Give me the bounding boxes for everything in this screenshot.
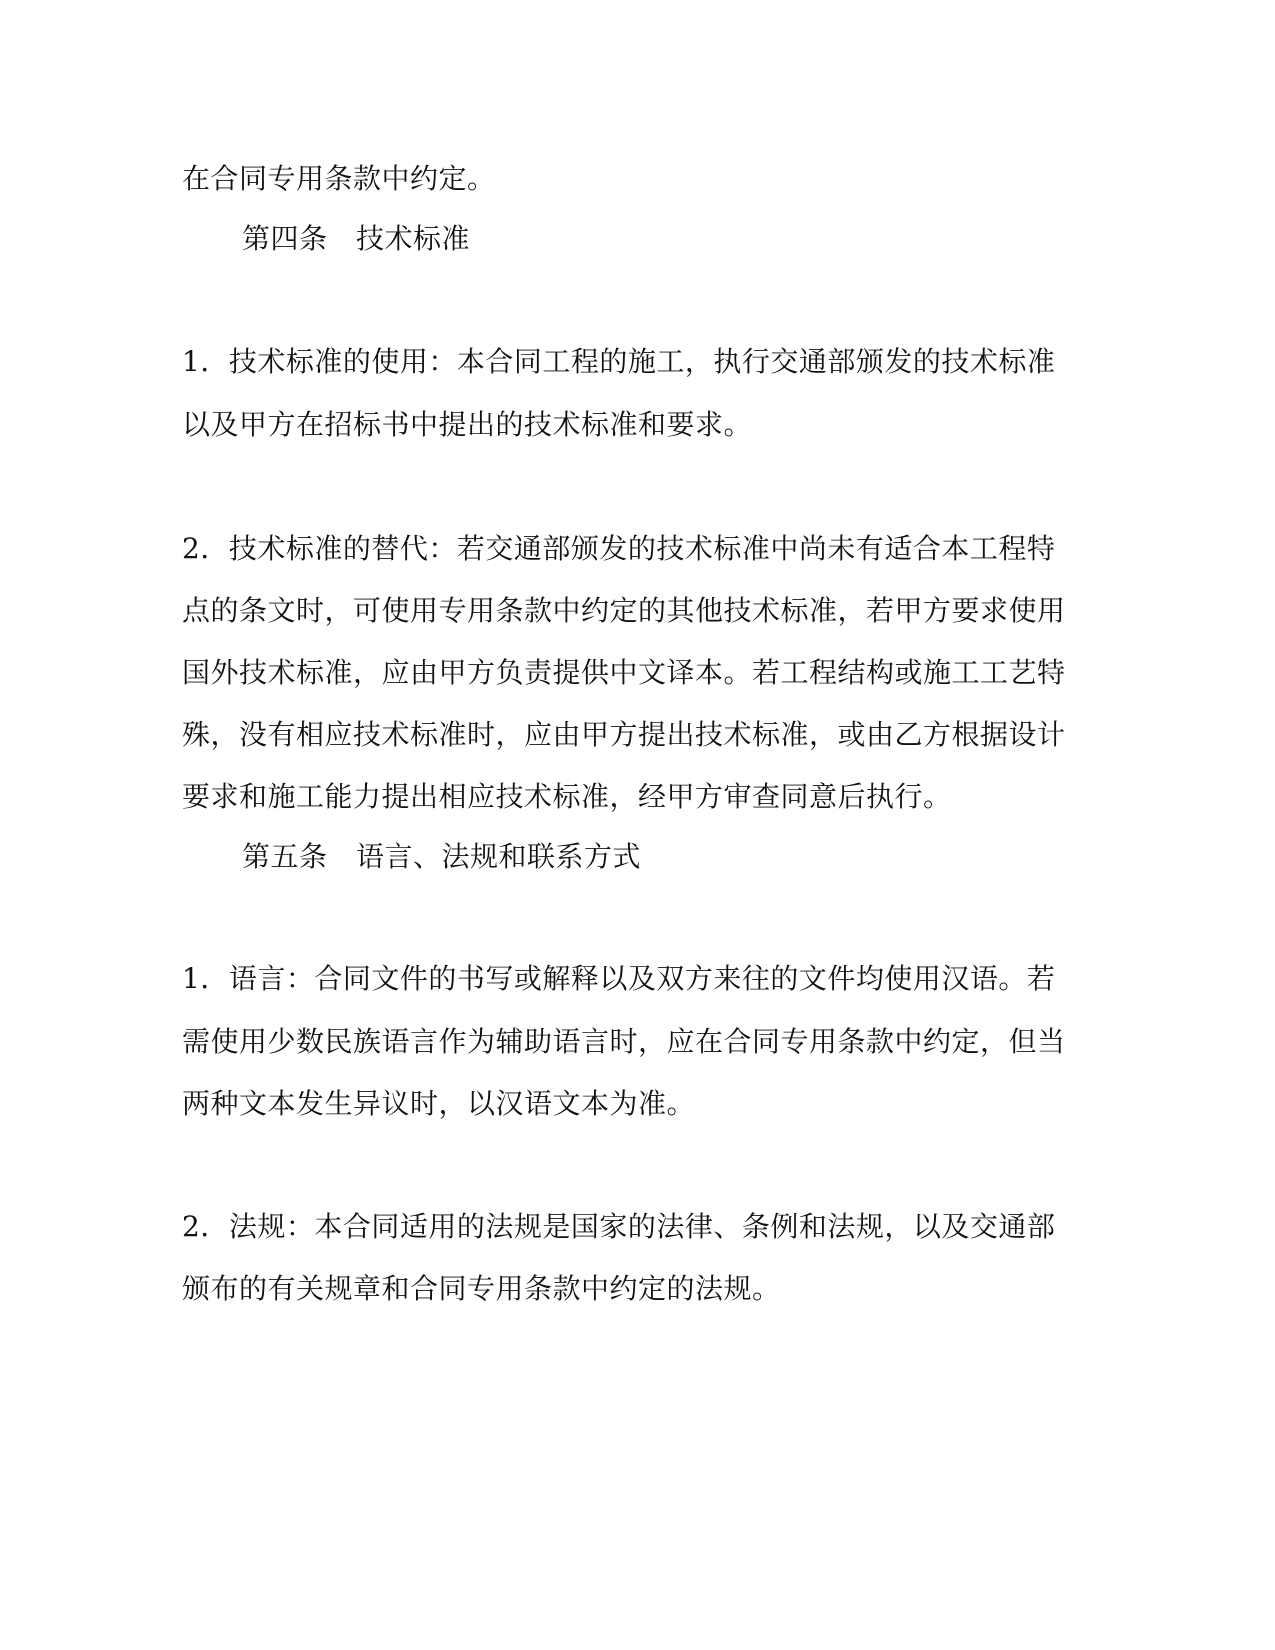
paragraph-line: 要求和施工能力提出相应技术标准，经甲方审查同意后执行。 bbox=[182, 780, 952, 813]
paragraph-line: 点的条文时，可使用专用条款中约定的其他技术标准，若甲方要求使用 bbox=[182, 594, 1066, 627]
section-heading-article-4: 第四条 技术标准 bbox=[242, 222, 471, 255]
paragraph-line: 两种文本发生异议时，以汉语文本为准。 bbox=[182, 1087, 696, 1120]
paragraph-line: 2．法规：本合同适用的法规是国家的法律、条例和法规，以及交通部 bbox=[182, 1210, 1056, 1243]
paragraph-line: 1．技术标准的使用：本合同工程的施工，执行交通部颁发的技术标准 bbox=[182, 345, 1056, 378]
paragraph-line: 需使用少数民族语言作为辅助语言时，应在合同专用条款中约定，但当 bbox=[182, 1025, 1066, 1058]
paragraph-line: 以及甲方在招标书中提出的技术标准和要求。 bbox=[182, 408, 753, 441]
paragraph-line: 在合同专用条款中约定。 bbox=[182, 162, 496, 195]
paragraph-line: 2．技术标准的替代：若交通部颁发的技术标准中尚未有适合本工程特 bbox=[182, 532, 1056, 565]
paragraph-line: 国外技术标准，应由甲方负责提供中文译本。若工程结构或施工工艺特 bbox=[182, 656, 1066, 689]
paragraph-line: 颁布的有关规章和合同专用条款中约定的法规。 bbox=[182, 1272, 781, 1305]
paragraph-line: 殊，没有相应技术标准时，应由甲方提出技术标准，或由乙方根据设计 bbox=[182, 718, 1066, 751]
paragraph-line: 1．语言：合同文件的书写或解释以及双方来往的文件均使用汉语。若 bbox=[182, 962, 1056, 995]
section-heading-article-5: 第五条 语言、法规和联系方式 bbox=[242, 840, 642, 873]
